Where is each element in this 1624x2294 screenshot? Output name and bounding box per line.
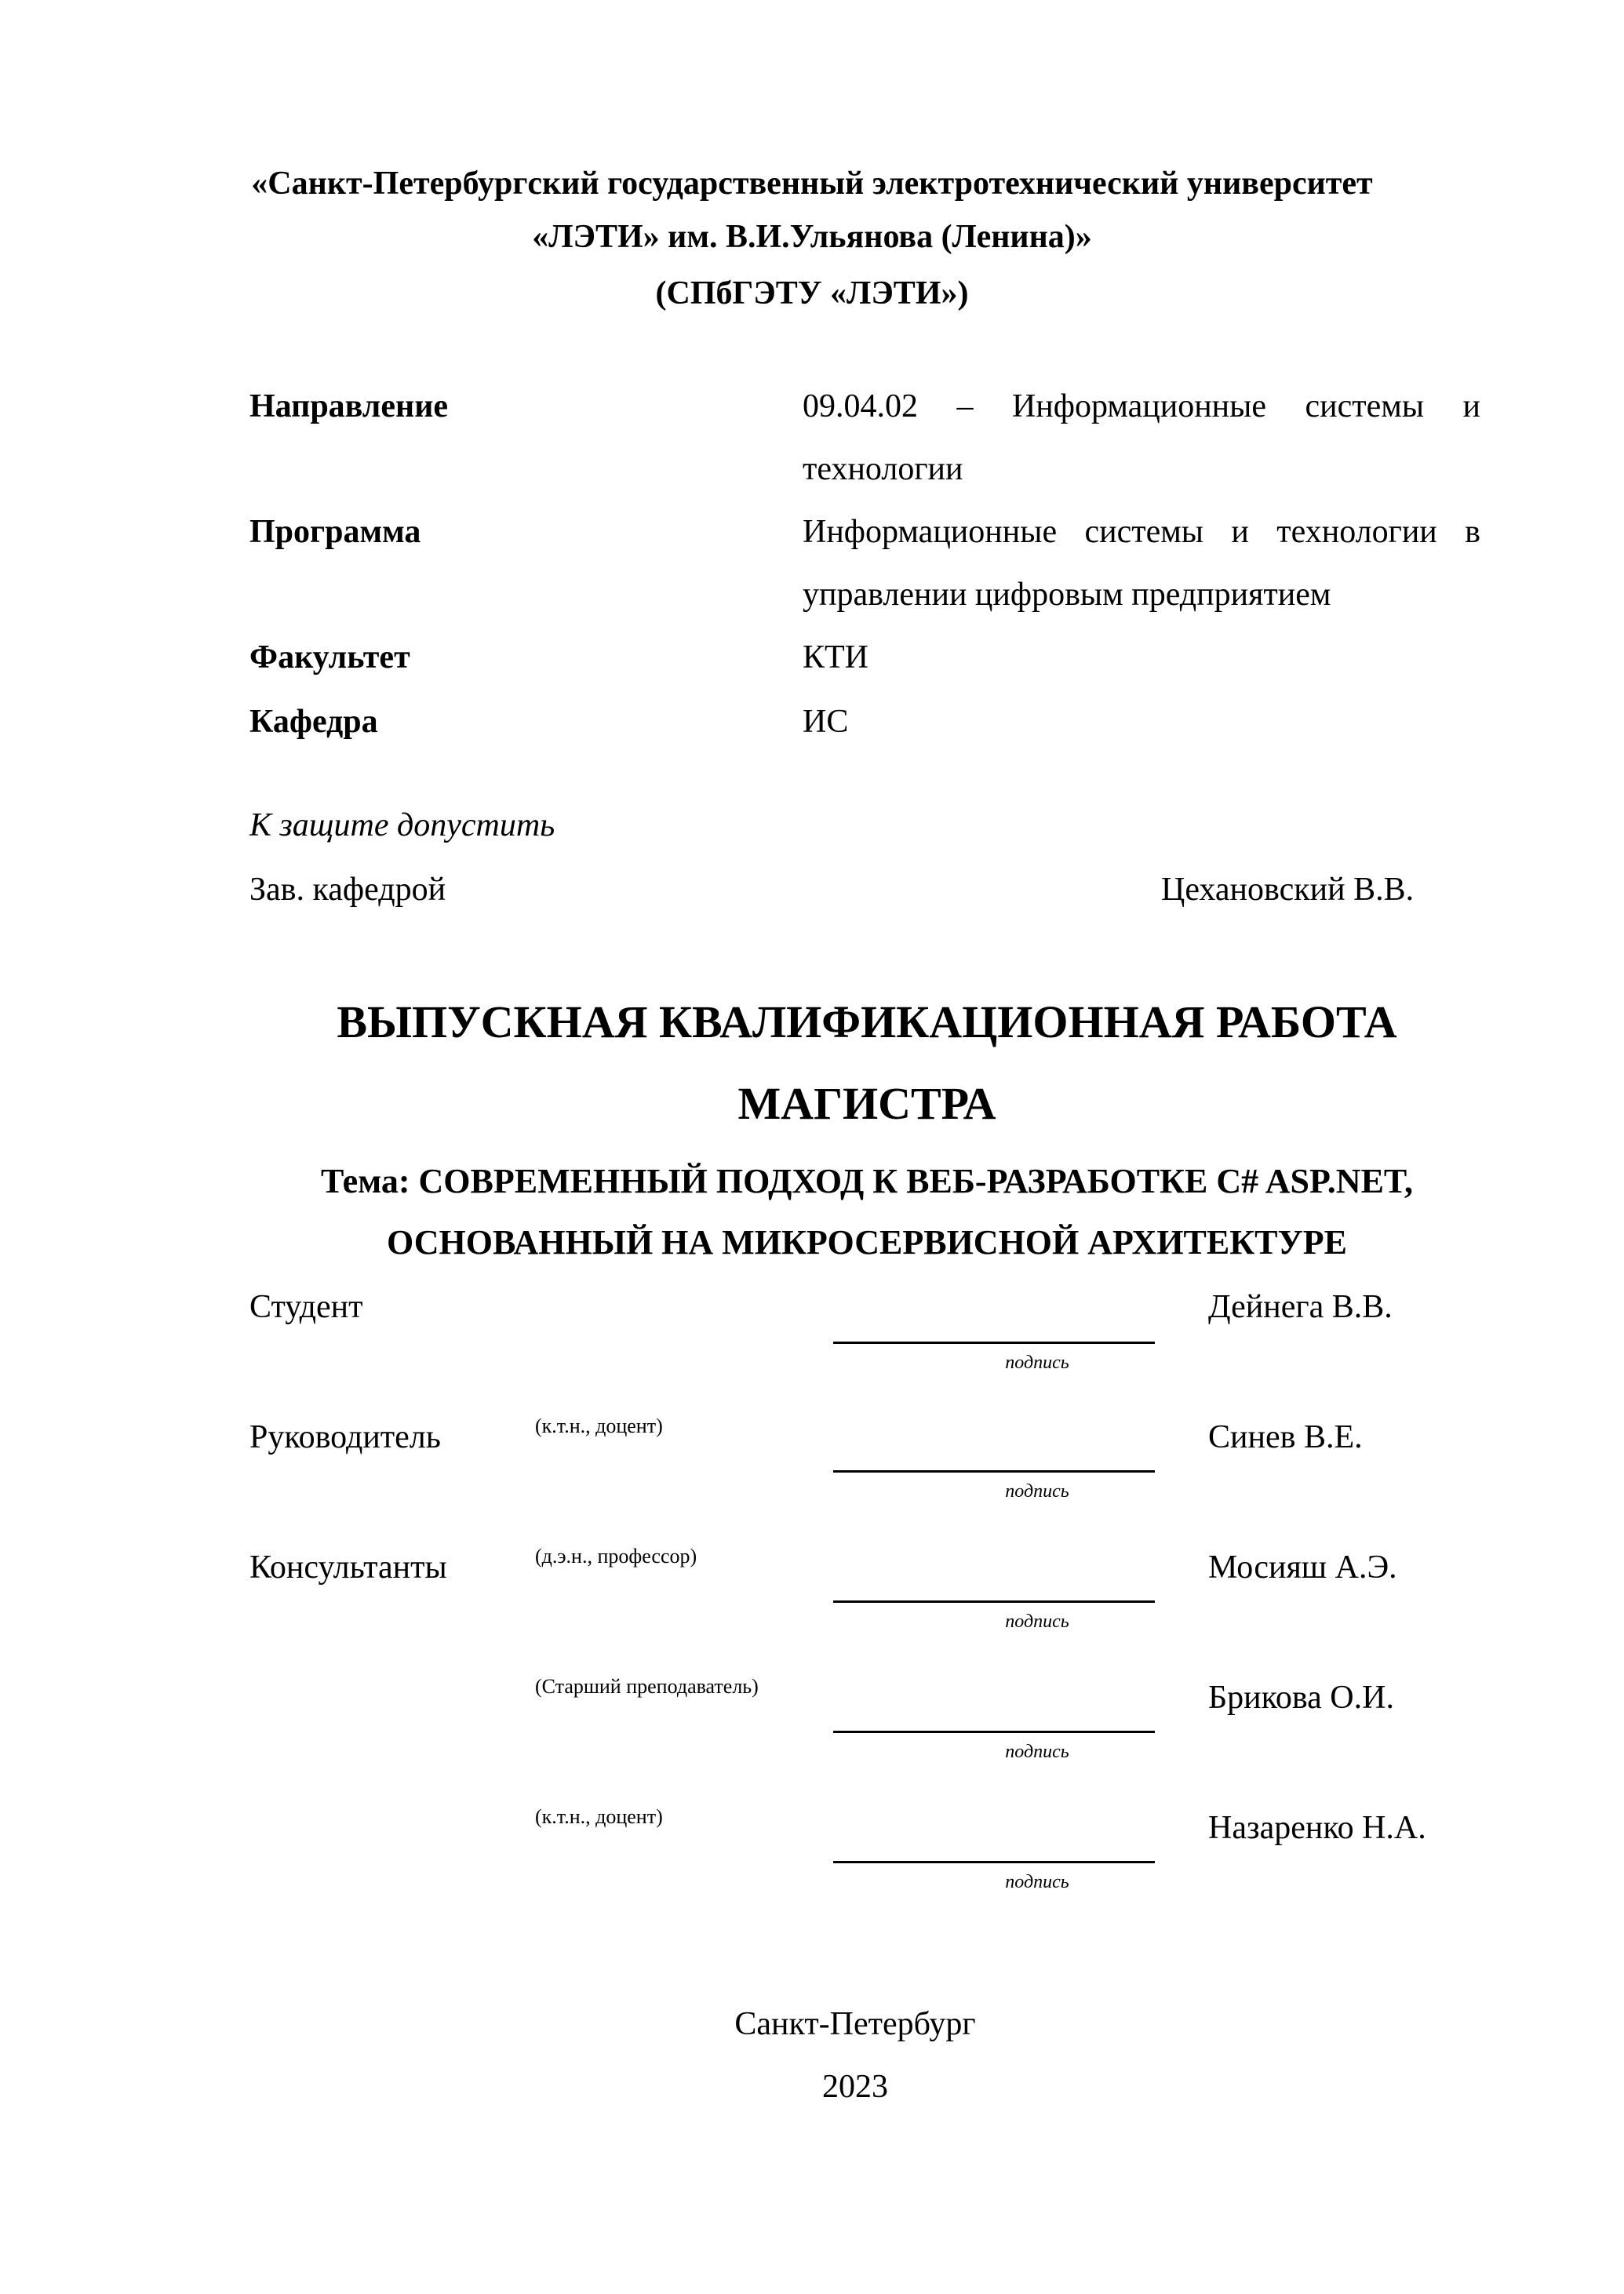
supervisor-signature-caption: подпись [1005,1481,1069,1502]
student-signature-line [833,1342,1155,1344]
consultant1-signature-line [833,1600,1155,1603]
consultant1-signature-caption: подпись [1005,1611,1069,1632]
supervisor-signature-line [833,1470,1155,1473]
consultant2-signature-line [833,1731,1155,1733]
student-name: Дейнега В.В. [1208,1289,1393,1325]
supervisor-degree: (к.т.н., доцент) [535,1415,663,1437]
faculty-label: Факультет [249,639,410,675]
department-label: Кафедра [249,704,378,740]
student-signature-caption: подпись [1005,1353,1069,1373]
consultant3-degree: (к.т.н., доцент) [535,1805,663,1828]
university-name-line1: «Санкт-Петербургский государственный электротехнический университет [251,166,1373,202]
footer-year: 2023 [822,2069,888,2105]
student-role: Студент [249,1289,363,1325]
faculty-value: КТИ [803,639,868,675]
consultant2-degree: (Старший преподаватель) [535,1675,759,1698]
admission-text: К защите допустить [249,807,555,843]
consultant3-signature-line [833,1861,1155,1863]
consultant2-signature-caption: подпись [1005,1742,1069,1762]
direction-value: 09.04.02 – Информационные системы и технологии [803,388,1480,487]
consultant3-signature-caption: подпись [1005,1872,1069,1892]
head-of-department-name: Цехановский В.В. [1161,872,1415,908]
work-title-line1: ВЫПУСКНАЯ КВАЛИФИКАЦИОННАЯ РАБОТА [337,996,1397,1047]
university-abbreviation: (СПбГЭТУ «ЛЭТИ») [655,275,969,311]
supervisor-name: Синев В.Е. [1208,1419,1363,1455]
consultant3-name: Назаренко Н.А. [1208,1810,1426,1846]
footer-city: Санкт-Петербург [734,2006,976,2042]
consultants-role: Консультанты [249,1549,447,1586]
program-value: Информационные системы и технологии в управлении цифровым предприятием [803,514,1480,613]
theme-line1: Тема: СОВРЕМЕННЫЙ ПОДХОД К ВЕБ-РАЗРАБОТКЕ C# ASP.NET, [321,1162,1413,1200]
direction-label: Направление [249,388,449,424]
head-of-department-role: Зав. кафедрой [249,872,446,908]
supervisor-role: Руководитель [249,1419,441,1455]
department-value: ИС [803,704,849,740]
university-name-line2: «ЛЭТИ» им. В.И.Ульянова (Ленина)» [532,219,1092,255]
consultant1-name: Мосияш А.Э. [1208,1549,1397,1586]
theme-line2: ОСНОВАННЫЙ НА МИКРОСЕРВИСНОЙ АРХИТЕКТУРЕ [386,1223,1348,1262]
consultant1-degree: (д.э.н., профессор) [535,1545,697,1568]
work-title-line2: МАГИСТРА [737,1078,996,1129]
consultant2-name: Брикова О.И. [1208,1680,1394,1716]
program-label: Программа [249,514,421,550]
